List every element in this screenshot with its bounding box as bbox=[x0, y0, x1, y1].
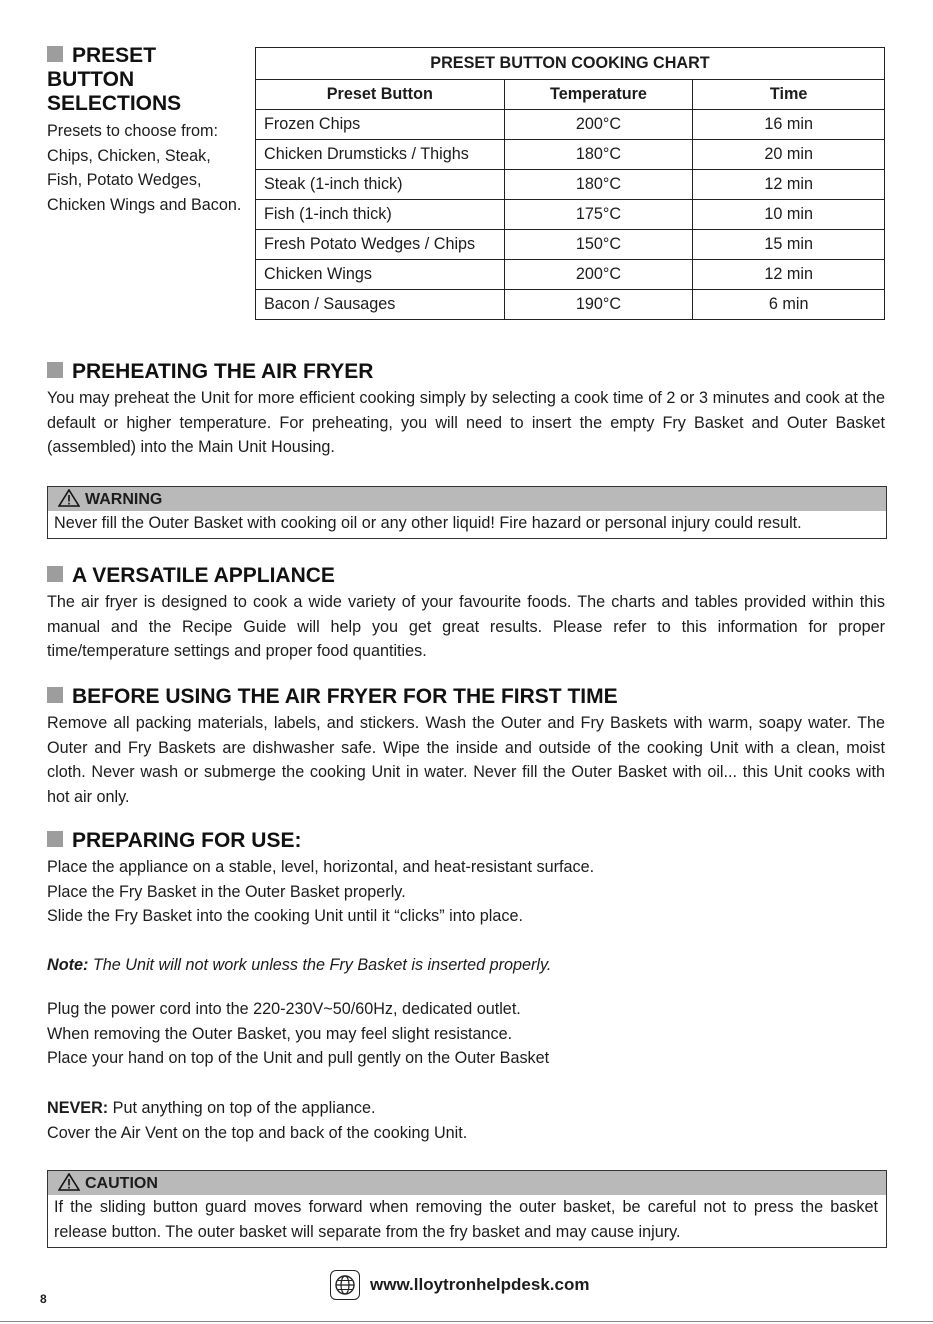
list-item: When removing the Outer Basket, you may feel slight resistance. bbox=[47, 1024, 513, 1043]
chart-caption: PRESET BUTTON COOKING CHART bbox=[256, 48, 885, 80]
cell-temperature: 190°C bbox=[504, 290, 693, 320]
list-item: Place your hand on top of the Unit and pull gently on the Outer Basket bbox=[47, 1049, 550, 1067]
caution-text: If the sliding button guard moves forward when removing the outer basket, be careful not to press the basket release button. The outer basket will separate from the fry basket and may cause injury. bbox=[54, 1198, 878, 1241]
first-time-title: BEFORE USING THE AIR FRYER FOR THE FIRST TIME bbox=[47, 685, 618, 709]
cell-temperature: 180°C bbox=[504, 170, 693, 200]
cell-preset: Chicken Wings bbox=[256, 260, 505, 290]
table-row bbox=[256, 110, 885, 140]
cell-preset: Steak (1-inch thick) bbox=[256, 170, 505, 200]
preparing-steps-a bbox=[47, 855, 885, 929]
cell-temperature: 150°C bbox=[504, 230, 693, 260]
never-line-2: Cover the Air Vent on the top and back of the cooking Unit. bbox=[47, 1123, 468, 1142]
cell-time: 15 min bbox=[693, 230, 885, 260]
warning-triangle-icon bbox=[58, 1173, 80, 1191]
preset-section-title bbox=[47, 44, 247, 116]
cell-preset: Fresh Potato Wedges / Chips bbox=[256, 230, 505, 260]
never-line: NEVER: Put anything on top of the appliance. bbox=[47, 1099, 376, 1117]
helpdesk-url[interactable]: www.lloytronhelpdesk.com bbox=[370, 1275, 590, 1294]
caution-header: CAUTION bbox=[48, 1171, 886, 1195]
cell-time: 12 min bbox=[693, 260, 885, 290]
cell-preset: Chicken Drumsticks / Thighs bbox=[256, 140, 505, 170]
table-row bbox=[256, 290, 885, 320]
globe-icon bbox=[330, 1270, 360, 1300]
footer-link[interactable] bbox=[330, 1270, 589, 1302]
cell-temperature: 180°C bbox=[504, 140, 693, 170]
table-row bbox=[256, 230, 885, 260]
preparing-title: PREPARING FOR USE: bbox=[47, 829, 301, 853]
first-time-text: Remove all packing materials, labels, and stickers. Wash the Outer and Fry Baskets with warm, soapy water. The Outer and Fry Baskets are dishwasher safe. Wipe the inside and outside of the cooking Unit with a clean, moist cloth. Never wash or submerge the cooking Unit in water. Never fill the Outer Basket with oil... this Unit cooks with hot air only. bbox=[47, 714, 885, 806]
section-bullet-icon bbox=[47, 831, 63, 847]
cell-temperature: 200°C bbox=[504, 110, 693, 140]
preset-description: Presets to choose from: Chips, Chicken, Steak, Fish, Potato Wedges, Chicken Wings and Bacon. bbox=[47, 122, 242, 214]
warning-header: WARNING bbox=[48, 487, 886, 511]
never-label: NEVER: bbox=[47, 1099, 109, 1117]
cell-preset: Fish (1-inch thick) bbox=[256, 200, 505, 230]
list-item: Place the Fry Basket in the Outer Basket properly. bbox=[47, 882, 406, 901]
table-row bbox=[256, 200, 885, 230]
chart-header-row bbox=[256, 80, 885, 110]
list-item: Plug the power cord into the 220-230V~50/60Hz, dedicated outlet. bbox=[47, 1000, 521, 1018]
preset-cooking-chart bbox=[255, 47, 885, 320]
list-item: Place the appliance on a stable, level, horizontal, and heat-resistant surface. bbox=[47, 858, 595, 876]
cell-time: 10 min bbox=[693, 200, 885, 230]
page-number: 8 bbox=[40, 1292, 47, 1306]
bottom-divider bbox=[0, 1321, 933, 1322]
cell-time: 20 min bbox=[693, 140, 885, 170]
versatile-title: A VERSATILE APPLIANCE bbox=[47, 564, 335, 588]
cell-preset: Bacon / Sausages bbox=[256, 290, 505, 320]
warning-text: Never fill the Outer Basket with cooking oil or any other liquid! Fire hazard or personal injury could result. bbox=[54, 514, 802, 532]
preset-title-line-1: PRESET bbox=[47, 44, 247, 68]
never-block bbox=[47, 1096, 885, 1145]
preparing-steps-b bbox=[47, 997, 885, 1071]
caution-box bbox=[47, 1170, 887, 1248]
cell-time: 6 min bbox=[693, 290, 885, 320]
header-preset-button: Preset Button bbox=[256, 80, 505, 110]
list-item: Slide the Fry Basket into the cooking Unit until it “clicks” into place. bbox=[47, 907, 523, 925]
note bbox=[47, 953, 885, 978]
cell-temperature: 200°C bbox=[504, 260, 693, 290]
cell-time: 16 min bbox=[693, 110, 885, 140]
cell-time: 12 min bbox=[693, 170, 885, 200]
section-bullet-icon bbox=[47, 566, 63, 582]
note-label: Note: bbox=[47, 956, 89, 974]
table-row bbox=[256, 170, 885, 200]
preheat-title: PREHEATING THE AIR FRYER bbox=[47, 360, 373, 384]
table-row bbox=[256, 260, 885, 290]
preset-title-line-2: BUTTON bbox=[47, 68, 135, 91]
cell-temperature: 175°C bbox=[504, 200, 693, 230]
warning-triangle-icon bbox=[58, 489, 80, 507]
cell-preset: Frozen Chips bbox=[256, 110, 505, 140]
section-bullet-icon bbox=[47, 687, 63, 703]
preheat-text: You may preheat the Unit for more efficient cooking simply by selecting a cook time of 2 or 3 minutes and cook at the default or higher temperature. For preheating, you will need to insert the empty Fry Basket and Outer Basket (assembled) into the Main Unit Housing. bbox=[47, 389, 885, 456]
note-text: The Unit will not work unless the Fry Basket is inserted properly. bbox=[88, 956, 552, 974]
header-temperature: Temperature bbox=[504, 80, 693, 110]
section-bullet-icon bbox=[47, 46, 63, 62]
table-row bbox=[256, 140, 885, 170]
header-time: Time bbox=[693, 80, 885, 110]
section-bullet-icon bbox=[47, 362, 63, 378]
versatile-text: The air fryer is designed to cook a wide variety of your favourite foods. The charts and tables provided within this manual and the Recipe Guide will help you get great results. Please refer to this information for proper time/temperature settings and proper food quantities. bbox=[47, 593, 885, 660]
warning-box bbox=[47, 486, 887, 539]
preset-title-line-3: SELECTIONS bbox=[47, 92, 182, 115]
